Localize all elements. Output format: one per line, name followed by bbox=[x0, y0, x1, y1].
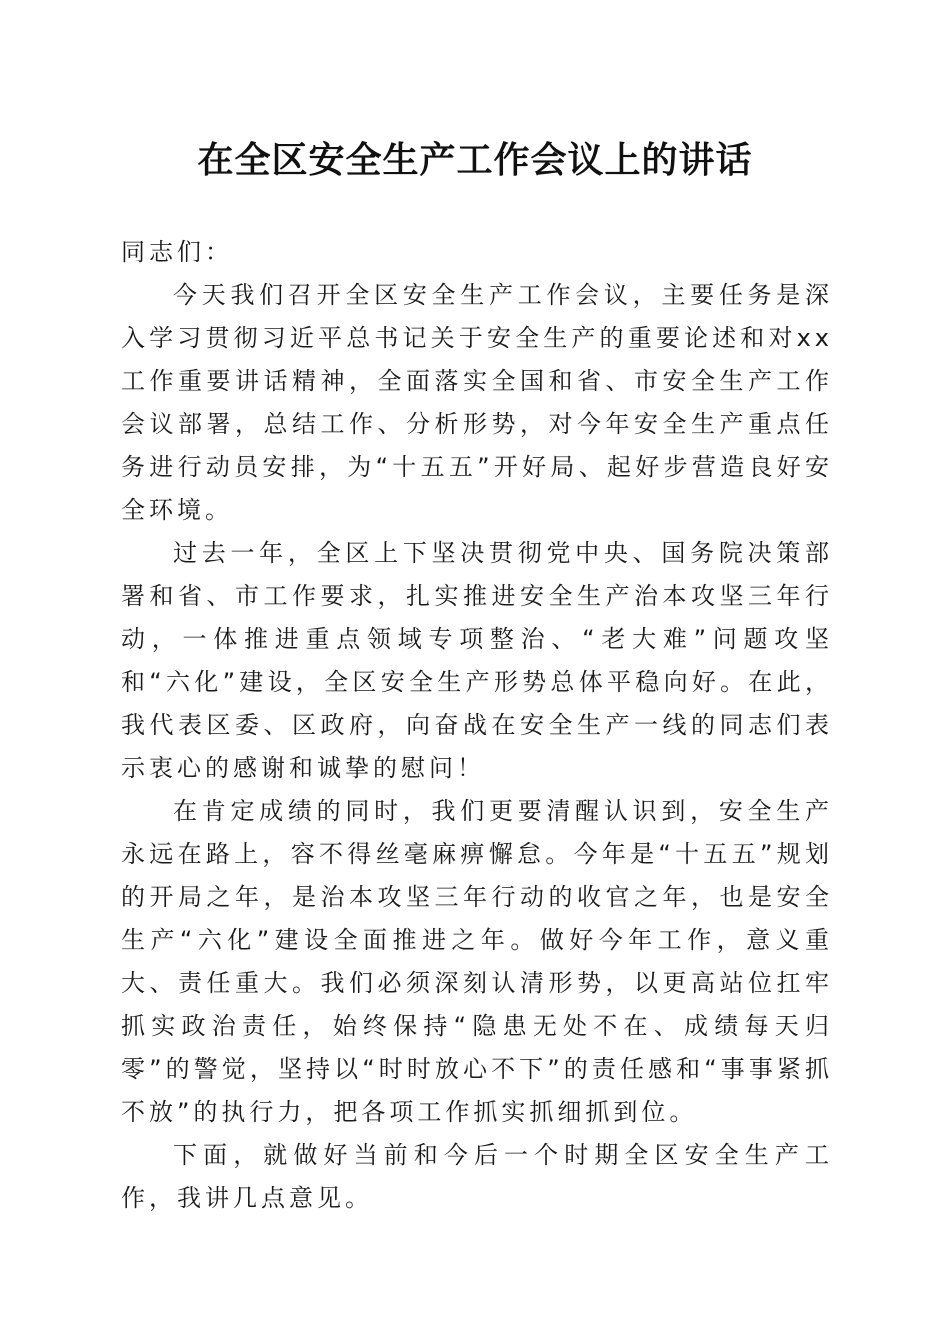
paragraph-3: 在肯定成绩的同时，我们更要清醒认识到，安全生产永远在路上，容不得丝毫麻痹懈怠。今年是“十五五”规划的开局之年，是治本攻坚三年行动的收官之年，也是安全生产“六化”建设全面推进之年。做好今年工作，意义重大、责任重大。我们必须深刻认清形势，以更高站位扛牢抓实政治责任，始终保持“隐患无处不在、成绩每天归零”的警觉，坚持以“时时放心不下”的责任感和“事事紧抓不放”的执行力，把各项工作抓实抓细抓到位。 bbox=[121, 797, 833, 1126]
document-title: 在全区安全生产工作会议上的讲话 bbox=[197, 139, 753, 181]
paragraph-4: 下面，就做好当前和今后一个时期全区安全生产工作，我讲几点意见。 bbox=[121, 1141, 833, 1212]
paragraph-1: 今天我们召开全区安全生产工作会议，主要任务是深入学习贯彻习近平总书记关于安全生产的重要论述和对xx工作重要讲话精神，全面落实全国和省、市安全生产工作会议部署，总结工作、分析形势，对今年安全生产重点任务进行动员安排，为“十五五”开好局、起好步营造良好安全环境。 bbox=[121, 281, 833, 524]
paragraph-2: 过去一年，全区上下坚决贯彻党中央、国务院决策部署和省、市工作要求，扎实推进安全生产治本攻坚三年行动，一体推进重点领域专项整治、“老大难”问题攻坚和“六化”建设，全区安全生产形势总体平稳向好。在此，我代表区委、区政府，向奋战在安全生产一线的同志们表示衷心的感谢和诚挚的慰问！ bbox=[121, 539, 833, 782]
document-body bbox=[121, 231, 833, 1220]
salutation: 同志们： bbox=[121, 238, 233, 266]
